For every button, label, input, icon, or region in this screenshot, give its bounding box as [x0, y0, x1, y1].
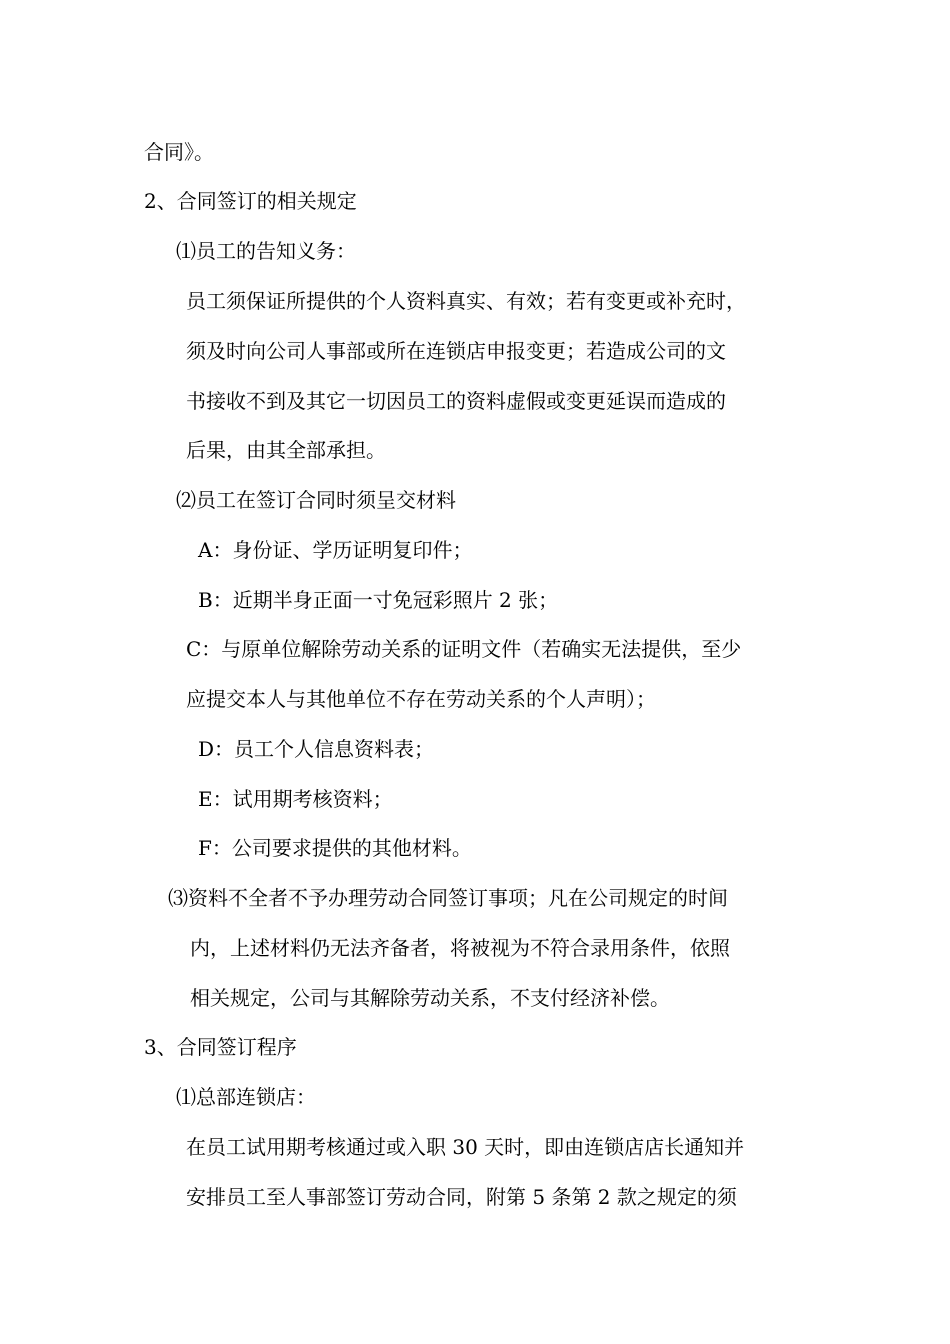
- list-item: E：试用期考核资料；: [198, 787, 393, 811]
- list-item: B：近期半身正面一寸免冠彩照片 2 张；: [198, 588, 559, 612]
- list-item: F：公司要求提供的其他材料。: [198, 836, 472, 860]
- section-heading: 2、合同签订的相关规定: [144, 189, 357, 213]
- text-line: 相关规定，公司与其解除劳动关系，不支付经济补偿。: [190, 986, 670, 1010]
- subsection-heading: ⑶资料不全者不予办理劳动合同签订事项；凡在公司规定的时间: [168, 886, 728, 910]
- list-item: D：员工个人信息资料表；: [198, 737, 435, 761]
- list-item: C：与原单位解除劳动关系的证明文件（若确实无法提供，至少: [186, 637, 742, 661]
- text-line: 应提交本人与其他单位不存在劳动关系的个人声明）；: [186, 687, 656, 711]
- text-line: 安排员工至人事部签订劳动合同，附第 5 条第 2 款之规定的须: [186, 1185, 737, 1209]
- text-line: 员工须保证所提供的个人资料真实、有效；若有变更或补充时，: [186, 289, 746, 313]
- subsection-heading: ⑴员工的告知义务：: [176, 239, 356, 263]
- subsection-heading: ⑴总部连锁店：: [176, 1085, 316, 1109]
- list-item: A：身份证、学历证明复印件；: [198, 538, 473, 562]
- text-line: 后果，由其全部承担。: [186, 438, 386, 462]
- text-line: 合同》。: [144, 140, 214, 164]
- text-line: 须及时向公司人事部或所在连锁店申报变更；若造成公司的文: [186, 339, 726, 363]
- section-heading: 3、合同签订程序: [144, 1035, 297, 1059]
- subsection-heading: ⑵员工在签订合同时须呈交材料: [176, 488, 456, 512]
- text-line: 书接收不到及其它一切因员工的资料虚假或变更延误而造成的: [186, 389, 726, 413]
- text-line: 在员工试用期考核通过或入职 30 天时，即由连锁店店长通知并: [186, 1135, 745, 1159]
- text-line: 内，上述材料仍无法齐备者，将被视为不符合录用条件，依照: [190, 936, 730, 960]
